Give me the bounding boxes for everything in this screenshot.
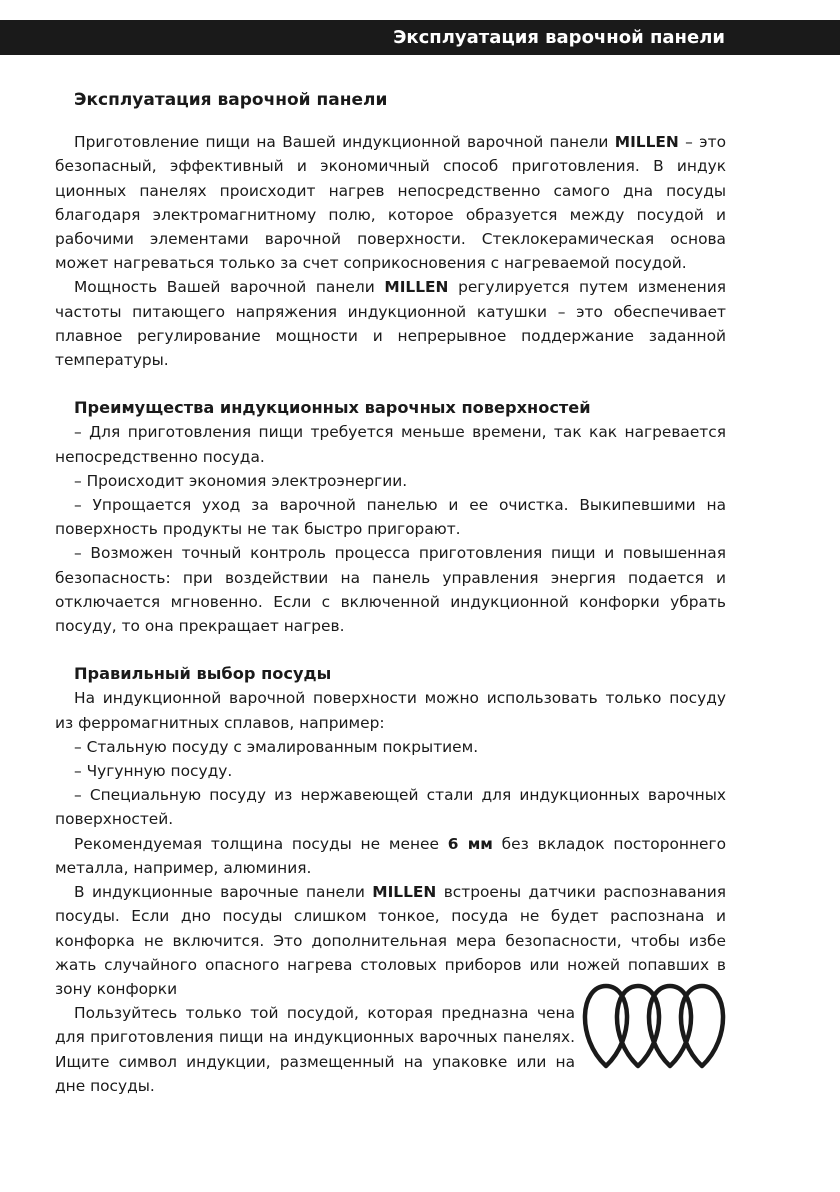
intro-paragraph bbox=[55, 130, 726, 275]
thickness-text-end: без вкладок постороннего металла, например, алюминия. bbox=[55, 834, 727, 877]
header-bar bbox=[0, 20, 840, 55]
advantage-item: – Происходит экономия электроэнергии. bbox=[74, 471, 408, 490]
power-paragraph bbox=[55, 275, 726, 372]
intro-text-start: Приготовление пищи на Вашей индукционной варочной панели bbox=[74, 133, 615, 152]
power-text-end: регулируется путем изменения частоты питающего напряжения индукционной катушки – это обеспечивает плавное регулирование мощности и непрерывное поддержание заданной температуры. bbox=[55, 278, 726, 370]
symbol-paragraph: Пользуйтесь только той посудой, которая предназна чена для приготовления пищи на индукционных варочных панелях. Ищите символ индукции, размещенный на упаковке или на дне посуды. bbox=[55, 1004, 575, 1095]
power-text-start: Мощность Вашей варочной панели bbox=[74, 278, 385, 297]
cookware-item: – Стальную посуду с эмалированным покрытием. bbox=[74, 737, 479, 756]
page-content bbox=[55, 88, 726, 1098]
spacer bbox=[55, 372, 726, 396]
spacer bbox=[55, 638, 726, 662]
cookware-item: – Специальную посуду из нержавеющей стали для индукционных варочных поверхностей. bbox=[55, 786, 726, 829]
section-title-advantages: Преимущества индукционных варочных поверхностей bbox=[74, 398, 591, 418]
brand-name: MILLEN bbox=[614, 133, 679, 152]
thickness-paragraph bbox=[55, 832, 726, 880]
advantage-item: – Возможен точный контроль процесса приготовления пищи и повышенная безопасность: при воздействии на панель управления энергия подается и отключается мгновенно. Если с включенной индукционной конфорки убрать посуду, то она прекращает нагрев. bbox=[55, 544, 726, 636]
symbol-paragraph-block bbox=[55, 1001, 575, 1098]
page-title: Эксплуатация варочной панели bbox=[74, 90, 388, 110]
intro-text-end: – это безопасный, эффективный и экономичный способ приготовления. В индук ционных панелях происходит нагрев непосредственно самого дна посуды благодаря электромагнитному полю, которое образуется между посудой и рабочими элементами варочной поверхности. Стеклокерамическая основа может нагреваться только за счет соприкосновения с нагреваемой посудой. bbox=[55, 133, 726, 273]
brand-name: MILLEN bbox=[384, 278, 449, 297]
thickness-text-start: Рекомендуемая толщина посуды не менее bbox=[74, 834, 448, 853]
induction-coil-icon bbox=[580, 982, 728, 1070]
advantage-item: – Для приготовления пищи требуется меньше времени, так как нагревается непосредственно посуда. bbox=[55, 423, 726, 466]
section-title-cookware: Правильный выбор посуды bbox=[74, 664, 332, 684]
header-title: Эксплуатация варочной панели bbox=[393, 27, 725, 48]
cookware-intro: На индукционной варочной поверхности можно использовать только посуду из ферромагнитных сплавов, например: bbox=[55, 689, 726, 732]
advantage-item: – Упрощается уход за варочной панелью и ее очистка. Выкипевшими на поверхность продукты не так быстро пригорают. bbox=[55, 496, 726, 539]
sensor-text-end: встроены датчики распознавания посуды. Если дно посуды слишком тонкое, посуда не будет распознана и конфорка не включится. Это дополнительная мера безопасности, чтобы избе жать случайного опасного нагрева столовых приборов или ножей попавших в зону конфорки bbox=[55, 883, 726, 998]
coil-loop-4 bbox=[681, 986, 723, 1066]
thickness-value: 6 мм bbox=[447, 834, 493, 853]
sensor-text-start: В индукционные варочные панели bbox=[74, 883, 373, 902]
brand-name: MILLEN bbox=[372, 883, 437, 902]
cookware-item: – Чугунную посуду. bbox=[74, 762, 233, 781]
